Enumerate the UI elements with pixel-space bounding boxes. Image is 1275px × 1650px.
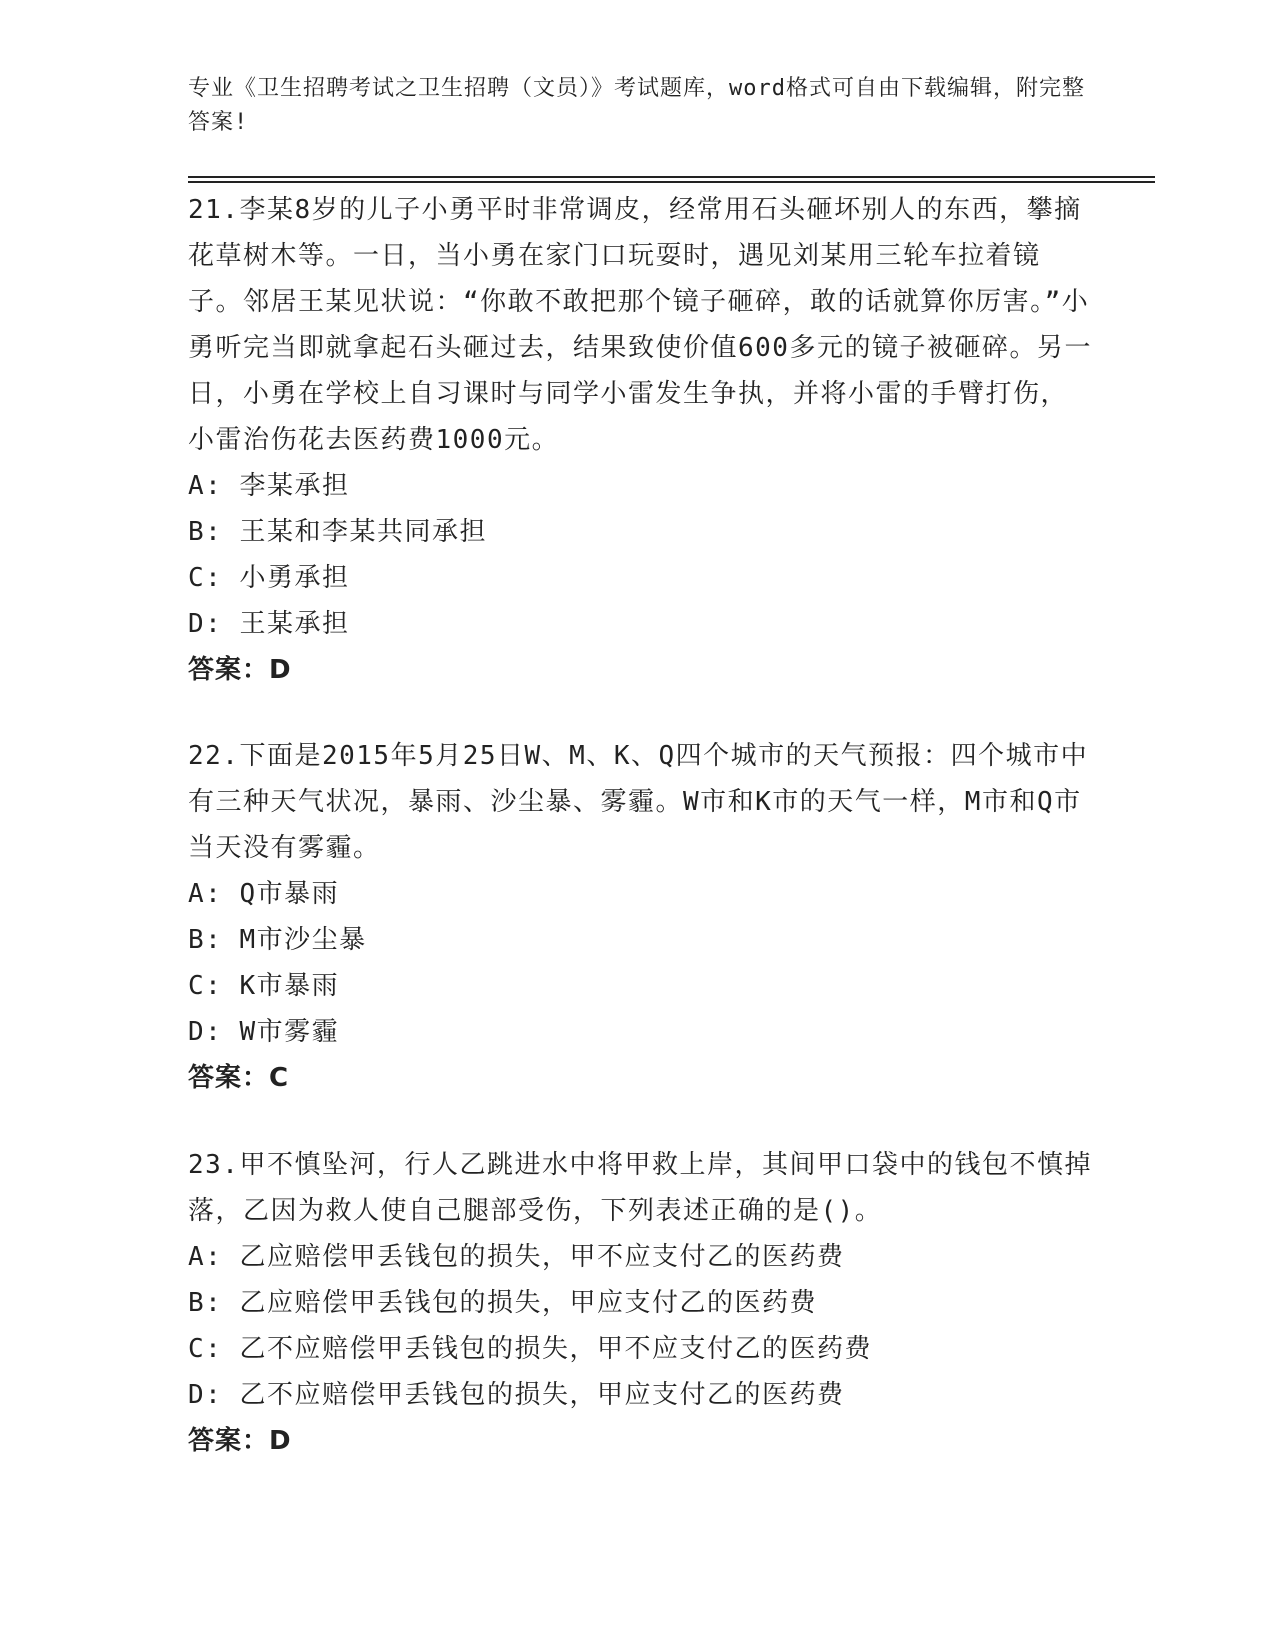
question-21 [188,187,1093,693]
header-divider-bottom [188,181,1155,183]
option-a: A: Q市暴雨 [188,879,340,909]
option-c: C: K市暴雨 [188,971,340,1001]
option-b: B: 王某和李某共同承担 [188,517,487,547]
question-22 [188,733,1093,1101]
option-c: C: 小勇承担 [188,563,350,593]
question-stem: 22.下面是2015年5月25日W、M、K、Q四个城市的天气预报：四个城市中有三种天气状况，暴雨、沙尘暴、雾霾。W市和K市的天气一样，M市和Q市当天没有雾霾。 [188,741,1089,863]
question-23 [188,1142,1093,1464]
option-b: B: 乙应赔偿甲丢钱包的损失，甲应支付乙的医药费 [188,1288,817,1318]
header-divider-top [188,176,1155,178]
option-d: D: W市雾霾 [188,1017,340,1047]
document-intro: 专业《卫生招聘考试之卫生招聘（文员）》考试题库，word格式可自由下载编辑，附完整答案! [188,76,1085,135]
option-a: A: 乙应赔偿甲丢钱包的损失，甲不应支付乙的医药费 [188,1242,845,1272]
option-c: C: 乙不应赔偿甲丢钱包的损失，甲不应支付乙的医药费 [188,1334,872,1364]
answer: 答案：D [188,655,292,685]
option-d: D: 乙不应赔偿甲丢钱包的损失，甲应支付乙的医药费 [188,1380,845,1410]
question-stem: 23.甲不慎坠河，行人乙跳进水中将甲救上岸，其间甲口袋中的钱包不慎掉落，乙因为救人使自己腿部受伤，下列表述正确的是()。 [188,1150,1092,1226]
answer: 答案：C [188,1063,290,1093]
option-a: A: 李某承担 [188,471,350,501]
option-b: B: M市沙尘暴 [188,925,367,955]
option-d: D: 王某承担 [188,609,350,639]
question-stem: 21.李某8岁的儿子小勇平时非常调皮，经常用石头砸坏别人的东西，攀摘花草树木等。一日，当小勇在家门口玩耍时，遇见刘某用三轮车拉着镜子。邻居王某见状说：“你敢不敢把那个镜子砸碎，敢的话就算你厉害。”小勇听完当即就拿起石头砸过去，结果致使价值600多元的镜子被砸碎。另一日，小勇在学校上自习课时与同学小雷发生争执，并将小雷的手臂打伤，小雷治伤花去医药费1000元。 [188,195,1092,455]
answer: 答案：D [188,1426,292,1456]
